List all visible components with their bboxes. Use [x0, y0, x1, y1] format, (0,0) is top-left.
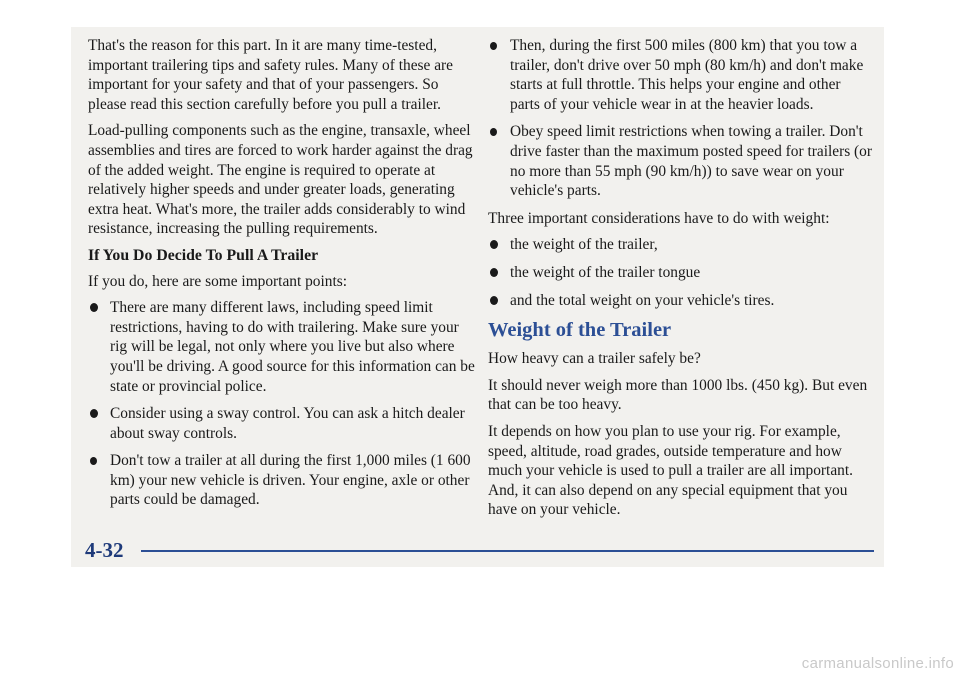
footer-rule — [141, 550, 874, 552]
list-item-text: Obey speed limit restrictions when towing a trailer. Don't drive faster than the maximum posted speed for trailers (or no more than 55 mph (90 km/h)) to save wear on your vehicle's parts. — [510, 123, 872, 200]
page-footer — [83, 537, 876, 563]
list-item-text: Then, during the first 500 miles (800 km) that you tow a trailer, don't drive over 50 mph (80 km/h) and don't make starts at full throttle. This helps your engine and other parts of your vehicle wear in at the heavier loads. — [510, 37, 864, 113]
weight-intro: Three important considerations have to do with weight: — [488, 209, 830, 227]
subheading: If You Do Decide To Pull A Trailer — [88, 246, 319, 264]
list-item — [488, 122, 872, 200]
list-item-text: the weight of the trailer tongue — [510, 263, 701, 281]
list-item — [488, 235, 872, 255]
points-list — [88, 298, 478, 510]
depends-paragraph: It depends on how you plan to use your rig. For example, speed, altitude, road grades, outside temperature and how much your vehicle is used to pull a trailer are all important. And, it can also depend on any special equipment that you have on your vehicle. — [488, 422, 853, 519]
bullet-icon — [490, 240, 498, 249]
watermark: carmanualsonline.info — [801, 655, 954, 672]
bullet-icon — [490, 296, 498, 305]
section-title: Weight of the Trailer — [488, 319, 672, 342]
bullet-icon — [490, 268, 498, 277]
list-item-text: the weight of the trailer, — [510, 236, 658, 254]
right-column — [488, 36, 872, 527]
intro-paragraph: That's the reason for this part. In it are many time-tested, important trailering tips and safety rules. Many of these are important for your safety and that of your passengers. So please read this section carefully before you pull a trailer. — [88, 37, 453, 113]
answer-paragraph: It should never weigh more than 1000 lbs. (450 kg). But even that can be too heavy. — [488, 376, 868, 414]
manual-page — [71, 27, 884, 567]
list-item — [488, 263, 872, 283]
load-paragraph: Load-pulling components such as the engine, transaxle, wheel assemblies and tires are forced to work harder against the drag of the added weight. The engine is required to operate at relatively higher speeds and under greater loads, generating extra heat. What's more, the trailer adds considerably to wind resistance, increasing the pulling requirements. — [88, 122, 473, 238]
left-column — [88, 36, 478, 518]
bullet-icon — [90, 457, 97, 465]
bullet-icon — [490, 42, 497, 50]
list-item — [488, 36, 872, 114]
bullet-icon — [90, 409, 98, 418]
list-item-text: Consider using a sway control. You can ask a hitch dealer about sway controls. — [110, 405, 465, 442]
list-item — [88, 404, 478, 443]
points-intro: If you do, here are some important points: — [88, 272, 348, 290]
list-item-text: There are many different laws, including speed limit restrictions, having to do with trailering. Make sure your rig will be legal, not only where you live but also where you'll be driving. A good source for this information can be state or provincial police. — [110, 299, 475, 395]
list-item — [88, 298, 478, 396]
bullet-icon — [90, 303, 98, 312]
list-item-text: and the total weight on your vehicle's tires. — [510, 291, 775, 309]
question-paragraph: How heavy can a trailer safely be? — [488, 350, 701, 368]
list-item — [88, 451, 478, 510]
list-item-text: Don't tow a trailer at all during the first 1,000 miles (1 600 km) your new vehicle is driven. Your engine, axle or other parts could be damaged. — [110, 452, 471, 509]
weight-list — [488, 235, 872, 310]
tow-rules-list — [488, 36, 872, 201]
list-item — [488, 291, 872, 311]
page-number: 4-32 — [85, 538, 124, 562]
bullet-icon — [490, 128, 497, 136]
